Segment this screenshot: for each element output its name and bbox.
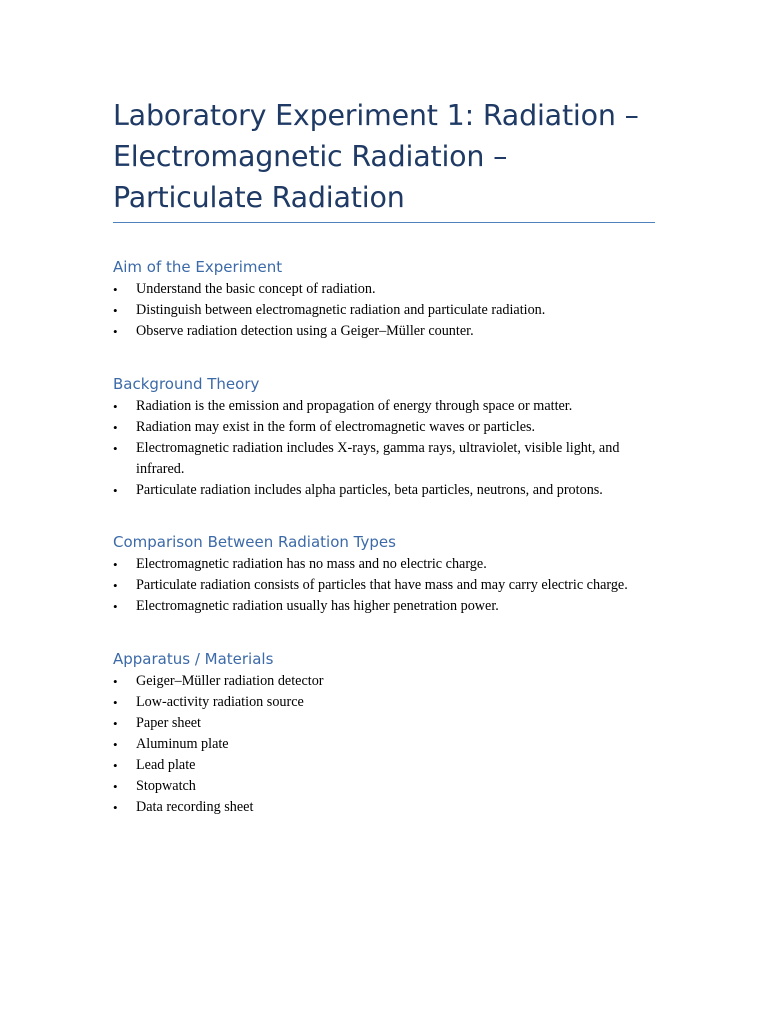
bullet-icon: • [113, 737, 118, 752]
list-item-text: Particulate radiation includes alpha particles, beta particles, neutrons, and protons. [136, 482, 603, 498]
list-item-text: Observe radiation detection using a Geiger–Müller counter. [136, 323, 474, 339]
bullet-list [113, 554, 655, 617]
bullet-icon: • [113, 282, 118, 297]
bullet-icon: • [113, 420, 118, 435]
bullet-icon: • [113, 800, 118, 815]
list-item [113, 755, 655, 776]
list-item [113, 321, 655, 342]
bullet-list [113, 671, 655, 818]
bullet-icon: • [113, 399, 118, 414]
list-item [113, 438, 655, 480]
section-comparison [113, 532, 655, 617]
list-item-text: Data recording sheet [136, 799, 254, 815]
list-item [113, 575, 655, 596]
bullet-icon: • [113, 324, 118, 339]
list-item-text: Electromagnetic radiation includes X-rays, gamma rays, ultraviolet, visible light, and infrared. [136, 440, 620, 477]
bullet-icon: • [113, 758, 118, 773]
list-item-text: Aluminum plate [136, 736, 229, 752]
bullet-list [113, 396, 655, 501]
list-item-text: Stopwatch [136, 778, 196, 794]
list-item [113, 713, 655, 734]
list-item-text: Radiation is the emission and propagation of energy through space or matter. [136, 398, 573, 414]
section-background-theory [113, 374, 655, 501]
bullet-icon: • [113, 599, 118, 614]
bullet-icon: • [113, 441, 118, 456]
bullet-icon: • [113, 716, 118, 731]
list-item [113, 671, 655, 692]
bullet-icon: • [113, 674, 118, 689]
list-item [113, 300, 655, 321]
section-heading: Comparison Between Radiation Types [113, 533, 396, 551]
bullet-icon: • [113, 695, 118, 710]
section-apparatus [113, 649, 655, 818]
section-heading: Apparatus / Materials [113, 650, 274, 668]
list-item-text: Geiger–Müller radiation detector [136, 673, 324, 689]
list-item [113, 596, 655, 617]
list-item [113, 417, 655, 438]
bullet-icon: • [113, 303, 118, 318]
section-heading: Background Theory [113, 375, 260, 393]
document-title: Laboratory Experiment 1: Radiation – Electromagnetic Radiation – Particulate Radiation [113, 99, 639, 214]
bullet-icon: • [113, 483, 118, 498]
list-item-text: Lead plate [136, 757, 196, 773]
bullet-icon: • [113, 557, 118, 572]
list-item [113, 480, 655, 501]
list-item [113, 396, 655, 417]
list-item [113, 692, 655, 713]
list-item-text: Electromagnetic radiation usually has higher penetration power. [136, 598, 499, 614]
list-item-text: Low-activity radiation source [136, 694, 304, 710]
list-item-text: Paper sheet [136, 715, 202, 731]
bullet-icon: • [113, 779, 118, 794]
title-divider [113, 222, 655, 223]
document-page [113, 0, 655, 818]
list-item [113, 797, 655, 818]
list-item-text: Electromagnetic radiation has no mass and no electric charge. [136, 556, 487, 572]
bullet-list [113, 279, 655, 342]
list-item [113, 776, 655, 797]
list-item-text: Radiation may exist in the form of electromagnetic waves or particles. [136, 419, 536, 435]
section-heading: Aim of the Experiment [113, 258, 283, 276]
list-item-text: Understand the basic concept of radiation. [136, 281, 376, 297]
list-item [113, 734, 655, 755]
bullet-icon: • [113, 578, 118, 593]
list-item-text: Distinguish between electromagnetic radiation and particulate radiation. [136, 302, 546, 318]
section-aim [113, 257, 655, 342]
list-item [113, 554, 655, 575]
list-item [113, 279, 655, 300]
list-item-text: Particulate radiation consists of particles that have mass and may carry electric charge. [136, 577, 628, 593]
